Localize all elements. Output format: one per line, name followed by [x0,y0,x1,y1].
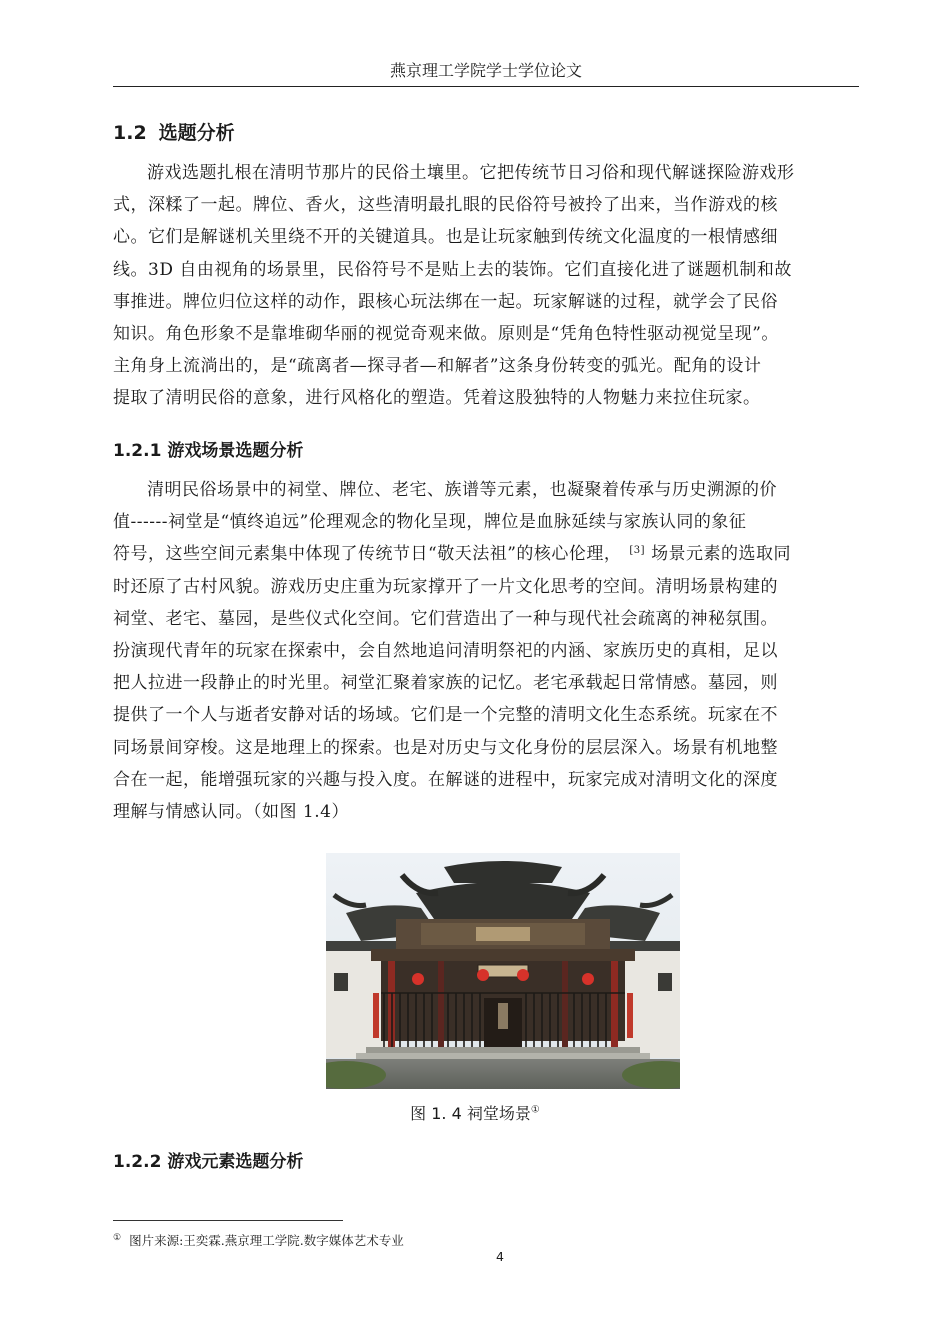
footnote-mark: ① [113,1232,122,1243]
figure-caption [0,1101,950,1124]
text-line: 线。3D 自由视角的场景里，民俗符号不是贴上去的装饰。它们直接化进了谜题机制和故 [113,259,792,280]
page-number: 4 [496,1249,504,1264]
header-divider [113,86,859,87]
text-line: 主角身上流淌出的，是“疏离者—探寻者—和解者”这条身份转变的弧光。配角的设计 [113,356,762,377]
footnote [113,1231,404,1249]
text-line: 同场景间穿梭。这是地理上的探索。也是对历史与文化身份的层层深入。场景有机地整 [113,737,778,758]
text-line: 祠堂、老宅、墓园，是些仪式化空间。它们营造出了一种与现代社会疏离的神秘氛围。 [113,608,778,629]
text-line: 事推进。牌位归位这样的动作，跟核心玩法绑在一起。玩家解谜的过程，就学会了民俗 [113,291,778,312]
text-line: 扮演现代青年的玩家在探索中，会自然地追问清明祭祀的内涵、家族历史的真相，足以 [113,641,778,662]
paragraph-scene-analysis [113,474,859,828]
section-number: 1.2 [113,122,147,144]
text-line: 把人拉进一段静止的时光里。祠堂汇聚着家族的记忆。老宅承载起日常情感。墓园，则 [113,673,778,694]
text-line: 心。它们是解谜机关里绕不开的关键道具。也是让玩家触到传统文化温度的一根情感细 [113,227,778,248]
text-line: 时还原了古村风貌。游戏历史庄重为玩家撑开了一片文化思考的空间。清明场景构建的 [113,576,778,597]
ancestral-hall-illustration [326,853,680,1089]
text-segment: 场景元素的选取同 [651,544,792,565]
text-line: 游戏选题扎根在清明节那片的民俗土壤里。它把传统节日习俗和现代解谜探险游戏形 [147,163,795,183]
text-line: 知识。角色形象不是靠堆砌华丽的视觉奇观来做。原则是“凭角色特性驱动视觉呈现”。 [113,324,779,345]
text-segment: 符号，这些空间元素集中体现了传统节日“敬天法祖”的核心伦理， [113,544,622,565]
text-line: 式，深糅了一起。牌位、香火，这些清明最扎眼的民俗符号被拎了出来，当作游戏的核 [113,195,778,216]
text-line: 提取了清明民俗的意象，进行风格化的塑造。凭着这股独特的人物魅力来拉住玩家。 [113,388,761,409]
text-line: 理解与情感认同。（如图 1.4） [113,802,349,823]
section-title-text: 选题分析 [158,122,235,144]
ancestral-hall-photo [326,853,680,1089]
text-line: 提供了一个人与逝者安静对话的场域。它们是一个完整的清明文化生态系统。玩家在不 [113,705,778,726]
caption-footnote-mark[interactable]: ① [530,1104,540,1116]
subsection-title-scene: 1.2.1 游戏场景选题分析 [113,441,304,461]
subsection-title-elements: 1.2.2 游戏元素选题分析 [113,1152,304,1172]
caption-text: 图 1. 4 祠堂场景 [410,1104,531,1123]
text-line: 清明民俗场景中的祠堂、牌位、老宅、族谱等元素，也凝聚着传承与历史溯源的价 [147,480,777,500]
text-line: 值------祠堂是“慎终追远”伦理观念的物化呈现，牌位是血脉延续与家族认同的象征 [113,512,747,533]
text-line: 合在一起，能增强玩家的兴趣与投入度。在解谜的进程中，玩家完成对清明文化的深度 [113,769,778,790]
footnote-divider [113,1220,343,1221]
text-line [113,538,859,570]
footnote-text: 图片来源:王奕霖.燕京理工学院.数字媒体艺术专业 [129,1233,404,1248]
section-title [113,118,235,145]
page-header: 燕京理工学院学士学位论文 [389,61,582,80]
paragraph-topic-analysis [113,157,859,415]
citation-ref[interactable]: [3] [629,544,646,556]
